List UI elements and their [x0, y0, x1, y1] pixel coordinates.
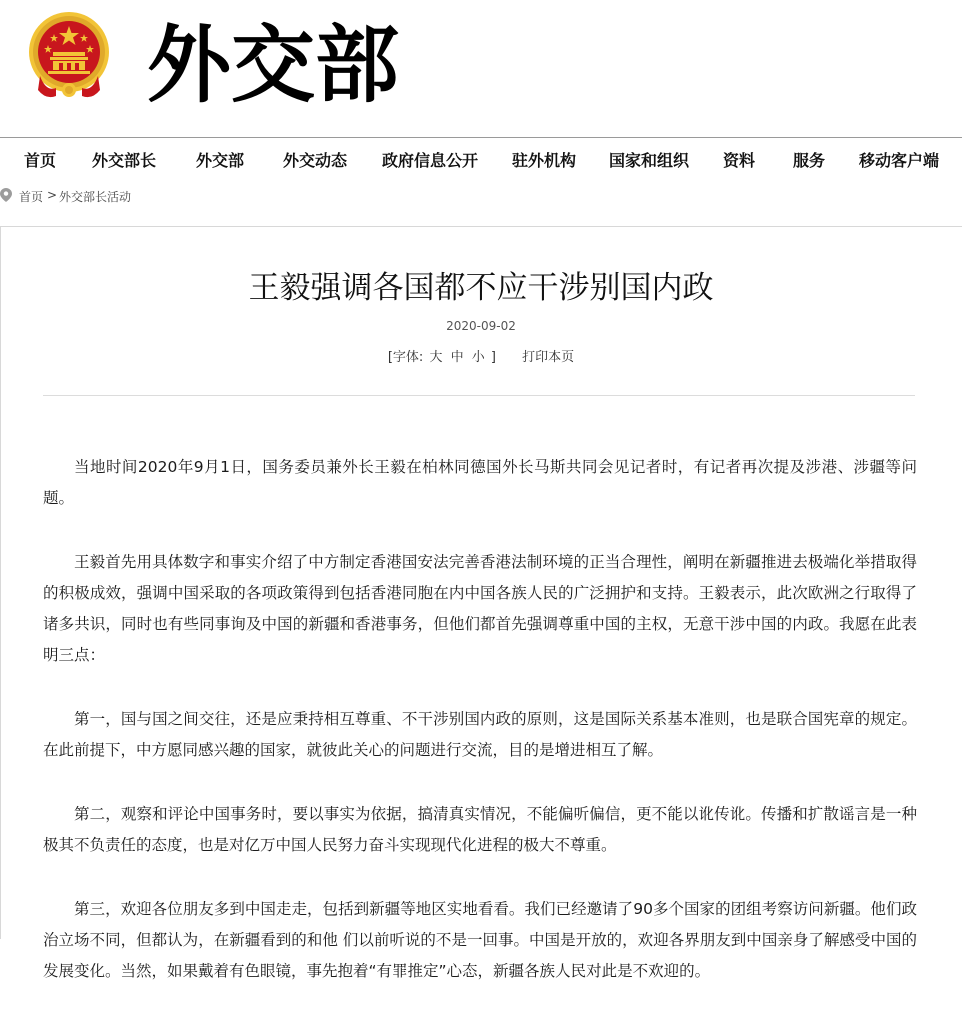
site-logo-calligraphy[interactable] [145, 2, 405, 122]
article-paragraph: 当地时间2020年9月1日，国务委员兼外长王毅在柏林同德国外长马斯共同会见记者时，有记者再次提及涉港、涉疆等问题。 [43, 458, 917, 507]
nav-item-embassies[interactable]: 驻外机构 [512, 151, 577, 170]
nav-item-mobile[interactable]: 移动客户端 [859, 151, 940, 170]
nav-item-resources[interactable]: 资料 [723, 151, 756, 170]
print-page-button[interactable]: 打印本页 [522, 350, 575, 365]
nav-item-home[interactable]: 首页 [24, 151, 57, 170]
site-header [0, 0, 962, 137]
breadcrumb-home-link[interactable]: 首页 [19, 190, 44, 204]
main-nav [0, 138, 962, 180]
nav-item-ministry[interactable]: 外交部 [196, 151, 245, 170]
article-tools [0, 346, 962, 365]
article-title: 王毅强调各国都不应干涉别国内政 [248, 270, 714, 306]
logo-text: 外交部 [147, 15, 400, 114]
font-size-large-button[interactable]: 大 [429, 350, 443, 365]
title-divider [43, 395, 915, 396]
article-paragraph: 第一，国与国之间交往，还是应秉持相互尊重、不干涉别国内政的原则，这是国际关系基本准则，也是联合国宪章的规定。在此前提下，中方愿同感兴趣的国家，就彼此关心的问题进行交流，目的是增进相互了解。 [43, 710, 917, 759]
article-date: 2020-09-02 [446, 319, 516, 333]
national-emblem-icon[interactable] [26, 10, 112, 102]
article-paragraph: 第二，观察和评论中国事务时，要以事实为依据，搞清真实情况，不能偏听偏信，更不能以讹传讹。传播和扩散谣言是一种极其不负责任的态度，也是对亿万中国人民努力奋斗实现现代化进程的极大不尊重。 [43, 805, 917, 854]
nav-item-services[interactable]: 服务 [793, 151, 826, 170]
nav-item-gov-info[interactable]: 政府信息公开 [382, 151, 479, 170]
font-size-small-button[interactable]: 小 [471, 350, 485, 365]
nav-item-countries[interactable]: 国家和组织 [609, 151, 690, 170]
breadcrumb-current-link[interactable]: 外交部长活动 [59, 190, 132, 204]
article-paragraph: 第三，欢迎各位朋友多到中国走走，包括到新疆等地区实地看看。我们已经邀请了90多个国家的团组考察访问新疆。他们政治立场不同，但都认为，在新疆看到的和他 们以前听说的不是一回事。中国是开放的，欢迎各界朋友到中国亲身了解感受中国的发展变化。当然，如果戴着有色眼镜，事先抱着“有罪推定”心态，新疆各族人民对此是不欢迎的。 [43, 900, 917, 980]
article-body [43, 452, 917, 1020]
nav-item-diplomatic-news[interactable]: 外交动态 [283, 151, 348, 170]
location-pin-icon [0, 188, 12, 202]
font-size-label: [字体: [387, 350, 424, 365]
nav-item-foreign-minister[interactable]: 外交部长 [92, 151, 157, 170]
font-size-label-close: ] [490, 350, 496, 365]
font-size-medium-button[interactable]: 中 [450, 350, 464, 365]
breadcrumb-separator: > [47, 188, 58, 202]
article-paragraph: 王毅首先用具体数字和事实介绍了中方制定香港国安法完善香港法制环境的正当合理性，阐明在新疆推进去极端化举措取得的积极成效，强调中国采取的各项政策得到包括香港同胞在内中国各族人民的广泛拥护和支持。王毅表示，此次欧洲之行取得了诸多共识，同时也有些同事询及中国的新疆和香港事务，但他们都首先强调尊重中国的主权，无意干涉中国的内政。我愿在此表明三点： [43, 553, 917, 664]
